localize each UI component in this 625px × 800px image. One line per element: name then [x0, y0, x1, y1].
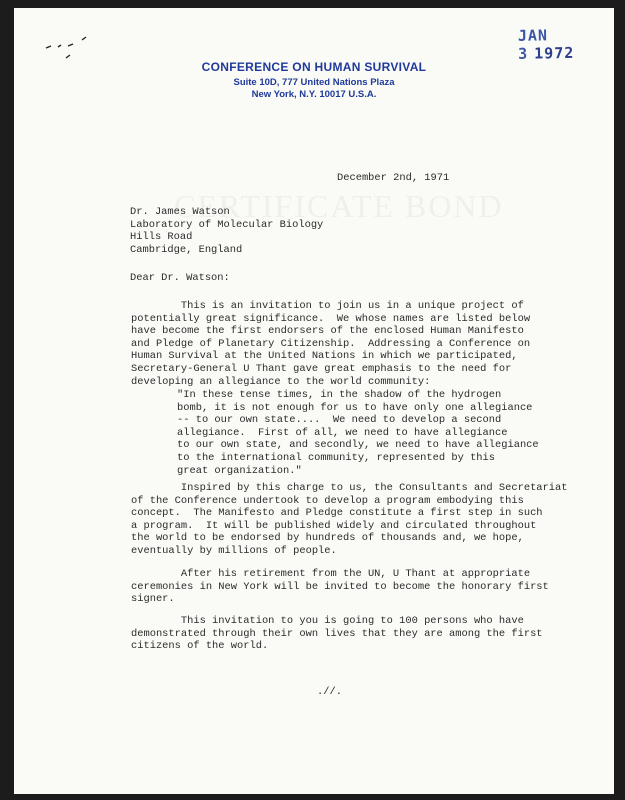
received-date-stamp — [518, 25, 614, 63]
address-line-2: New York, N.Y. 10017 U.S.A. — [251, 89, 377, 100]
stamp-date: JAN 3 — [517, 26, 549, 63]
address-line-1: Suite 10D, 777 United Nations Plaza — [233, 77, 395, 88]
organization-name: CONFERENCE ON HUMAN SURVIVAL — [201, 60, 427, 74]
u-thant-quote: "In these tense times, in the shadow of the hydrogen bomb, it is not enough for us to have only one allegiance -- to our own state.... We need to develop a second allegiance. First of all, we need to have allegiance to our own state, and secondly, we need to have allegiance to the international community, represented by this great organization." — [177, 389, 539, 477]
letter-page — [14, 8, 614, 794]
paragraph-4: This invitation to you is going to 100 persons who have demonstrated through their own lives that they are among the first citizens of the world. — [131, 615, 543, 653]
paragraph-2: Inspired by this charge to us, the Consultants and Secretariat of the Conference undertook to develop a program embodying this concept. The Manifesto and Pledge constitute a first step in such a program. It will be published widely and circulated throughout the world to be endorsed by hundreds of thousands and, we hope, eventually by millions of people. — [131, 482, 568, 557]
salutation: Dear Dr. Watson: — [130, 272, 230, 284]
continuation-mark: .//. — [317, 686, 342, 698]
letterhead — [14, 60, 614, 101]
paragraph-1: This is an invitation to join us in a unique project of potentially great significance. We whose names are listed below have become the first endorsers of the enclosed Human Manifesto and Pledge of Planetary Citizenship. Addressing a Conference on Human Survival at the United Nations in which we participated, Secretary-General U Thant gave great emphasis to the need for developing an allegiance to the world community: — [131, 300, 531, 388]
letter-date: December 2nd, 1971 — [337, 172, 450, 184]
stamp-year: 1972 — [534, 43, 575, 63]
paragraph-3: After his retirement from the UN, U Thant at appropriate ceremonies in New York will be invited to become the honorary first signer. — [131, 568, 549, 606]
recipient-address: Dr. James Watson Laboratory of Molecular Biology Hills Road Cambridge, England — [130, 206, 324, 256]
